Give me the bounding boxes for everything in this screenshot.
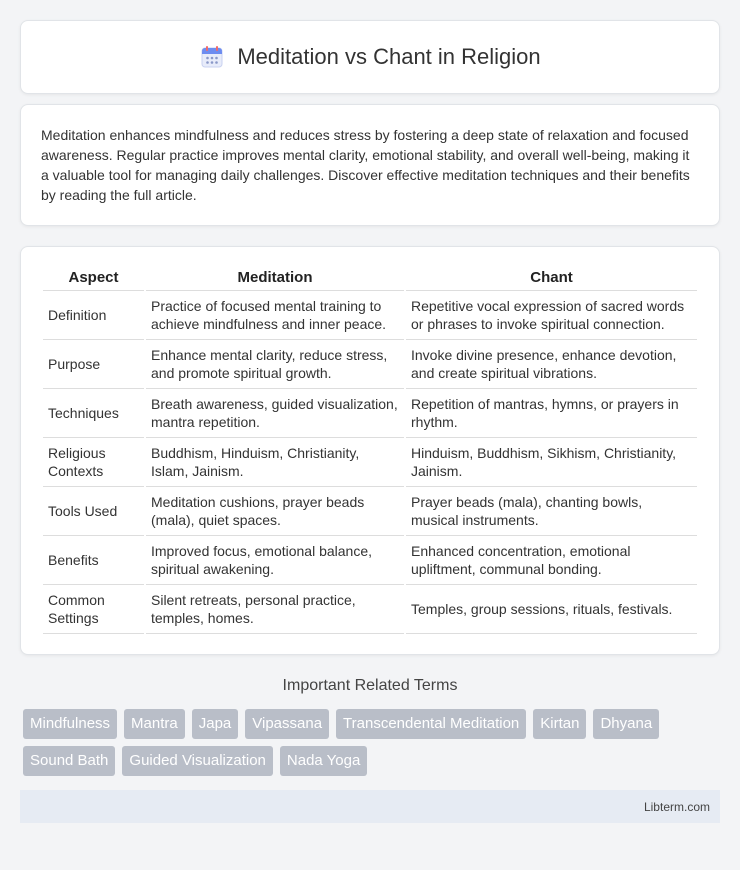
intro-card [20, 104, 720, 226]
meditation-cell: Buddhism, Hinduism, Christianity, Islam, Jainism. [146, 438, 404, 487]
column-header-aspect: Aspect [43, 265, 144, 291]
meditation-cell: Improved focus, emotional balance, spiritual awakening. [146, 536, 404, 585]
meditation-cell: Meditation cushions, prayer beads (mala), quiet spaces. [146, 487, 404, 536]
table-row [43, 487, 697, 536]
comparison-table-card [20, 246, 720, 655]
aspect-cell: Tools Used [43, 487, 144, 536]
intro-text: Meditation enhances mindfulness and reduces stress by fostering a deep state of relaxation and focused awareness. Regular practice improves mental clarity, emotional stability, and overall well-being, making it a valuable tool for managing daily challenges. Discover effective meditation techniques and their benefits by reading the full article. [41, 127, 690, 203]
table-row [43, 291, 697, 340]
table-row [43, 389, 697, 438]
page-title: Meditation vs Chant in Religion [237, 44, 541, 69]
table-row [43, 438, 697, 487]
chant-cell: Repetitive vocal expression of sacred words or phrases to invoke spiritual connection. [406, 291, 697, 340]
table-row [43, 536, 697, 585]
meditation-cell: Silent retreats, personal practice, temples, homes. [146, 585, 404, 634]
related-term-tag[interactable]: Mindfulness [23, 709, 117, 739]
meditation-cell: Breath awareness, guided visualization, mantra repetition. [146, 389, 404, 438]
related-term-tag[interactable]: Kirtan [533, 709, 586, 739]
aspect-cell: Techniques [43, 389, 144, 438]
aspect-cell: Common Settings [43, 585, 144, 634]
related-terms-list [20, 709, 720, 776]
chant-cell: Repetition of mantras, hymns, or prayers in rhythm. [406, 389, 697, 438]
chant-cell: Temples, group sessions, rituals, festivals. [406, 585, 697, 634]
aspect-cell: Benefits [43, 536, 144, 585]
meditation-cell: Practice of focused mental training to achieve mindfulness and inner peace. [146, 291, 404, 340]
related-term-tag[interactable]: Vipassana [245, 709, 329, 739]
chant-cell: Enhanced concentration, emotional upliftment, communal bonding. [406, 536, 697, 585]
meditation-cell: Enhance mental clarity, reduce stress, and promote spiritual growth. [146, 340, 404, 389]
table-row [43, 585, 697, 634]
footer [20, 790, 720, 823]
chant-cell: Hinduism, Buddhism, Sikhism, Christianity, Jainism. [406, 438, 697, 487]
related-term-tag[interactable]: Mantra [124, 709, 185, 739]
related-term-tag[interactable]: Dhyana [593, 709, 659, 739]
calendar-icon [199, 44, 225, 70]
related-term-tag[interactable]: Nada Yoga [280, 746, 367, 776]
column-header-chant: Chant [406, 265, 697, 291]
table-row [43, 340, 697, 389]
related-term-tag[interactable]: Japa [192, 709, 239, 739]
aspect-cell: Religious Contexts [43, 438, 144, 487]
comparison-table [41, 265, 699, 634]
related-term-tag[interactable]: Sound Bath [23, 746, 115, 776]
header-card [20, 20, 720, 94]
chant-cell: Prayer beads (mala), chanting bowls, musical instruments. [406, 487, 697, 536]
footer-site-link[interactable]: Libterm.com [643, 799, 710, 814]
table-header-row [43, 265, 697, 291]
column-header-meditation: Meditation [146, 265, 404, 291]
aspect-cell: Purpose [43, 340, 144, 389]
related-term-tag[interactable]: Guided Visualization [122, 746, 272, 776]
related-term-tag[interactable]: Transcendental Meditation [336, 709, 526, 739]
aspect-cell: Definition [43, 291, 144, 340]
related-terms-title: Important Related Terms [282, 677, 458, 694]
chant-cell: Invoke divine presence, enhance devotion, and create spiritual vibrations. [406, 340, 697, 389]
